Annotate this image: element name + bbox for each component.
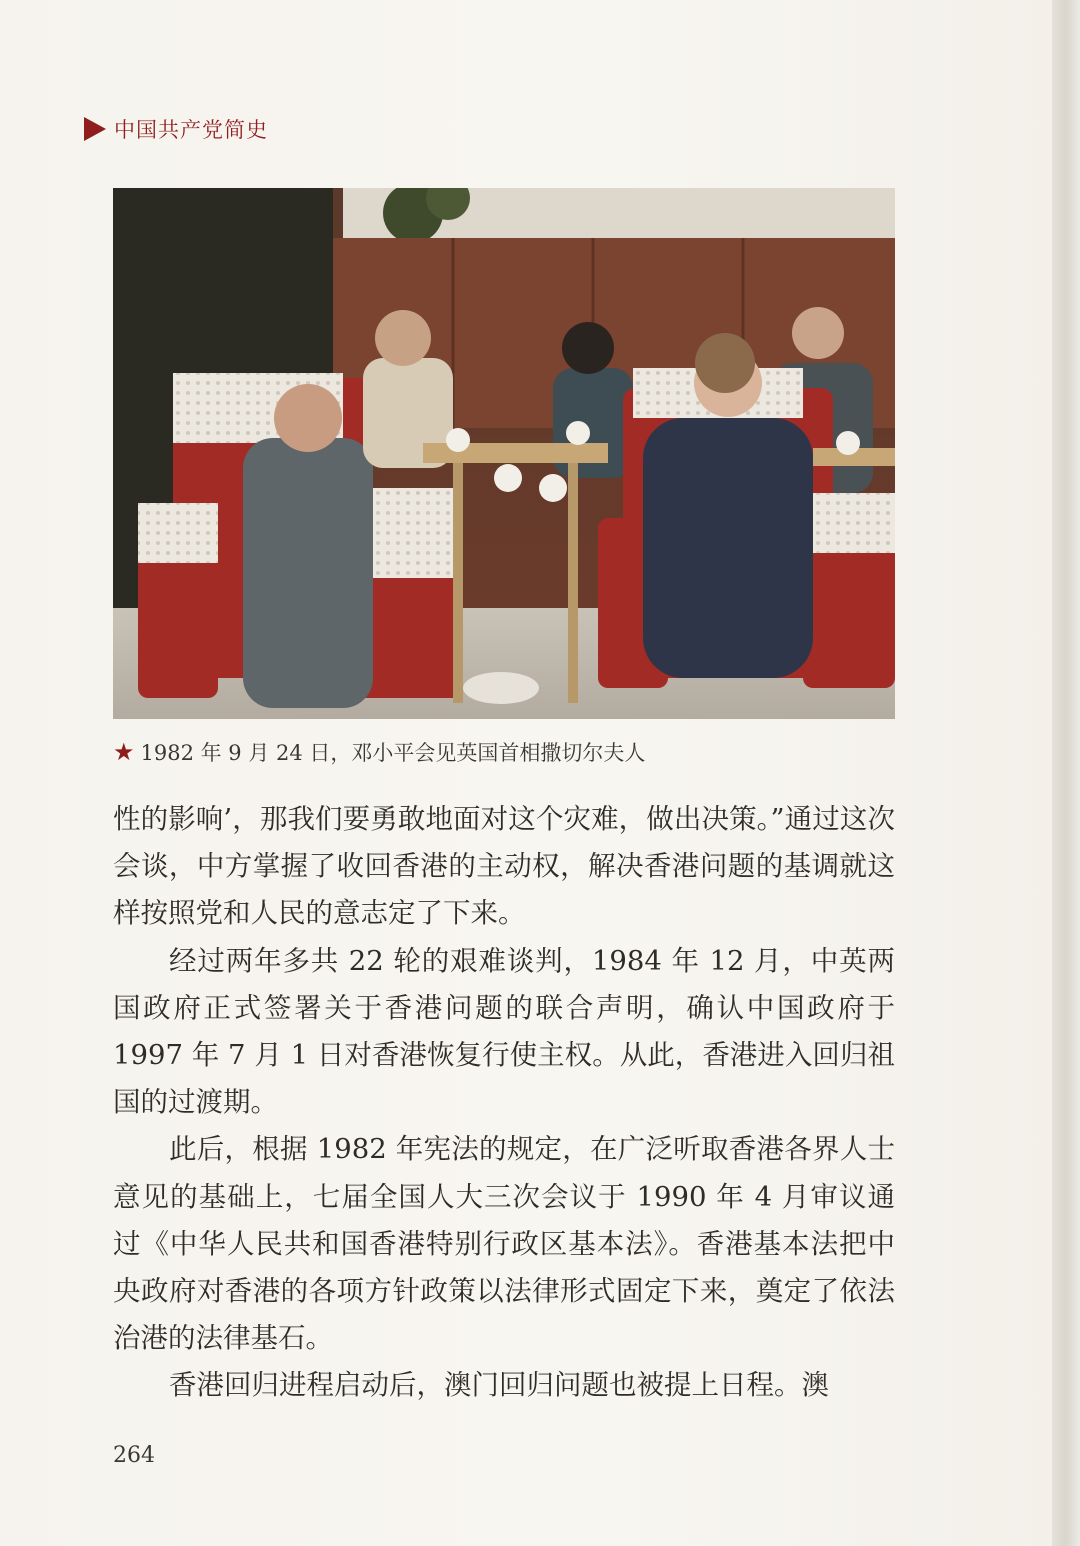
- page-number: 264: [113, 1443, 155, 1468]
- triangle-marker-icon: [84, 117, 106, 141]
- paragraph-4: 香港回归进程启动后，澳门回归问题也被提上日程。澳: [169, 1369, 829, 1402]
- paragraph-1: 性的影响’，那我们要勇敢地面对这个灾难，做出决策。”通过这次会谈，中方掌握了收回香港的主动权，解决香港问题的基调就这样按照党和人民的意志定了下来。: [113, 803, 895, 930]
- historical-meeting-photo: [113, 188, 895, 719]
- paragraph-3: 此后，根据 1982 年宪法的规定，在广泛听取香港各界人士意见的基础上，七届全国人大三次会议于 1990 年 4 月审议通过《中华人民共和国香港特别行政区基本法》。香港基本法把中央政府对香港的各项方针政策以法律形式固定下来，奠定了依法治港的法律基石。: [113, 1133, 895, 1355]
- star-icon: ★: [113, 738, 135, 766]
- paragraph-2: 经过两年多共 22 轮的艰难谈判，1984 年 12 月，中英两国政府正式签署关于香港问题的联合声明，确认中国政府于 1997 年 7 月 1 日对香港恢复行使主权。从此，香港进入回归祖国的过渡期。: [113, 944, 895, 1119]
- page-edge-shadow: [1052, 0, 1080, 1546]
- caption-text: 1982 年 9 月 24 日，邓小平会见英国首相撒切尔夫人: [140, 741, 646, 765]
- body-text: [113, 796, 895, 1410]
- book-title: 中国共产党简史: [114, 118, 268, 142]
- photo-caption: [113, 737, 645, 767]
- running-head: [84, 112, 268, 146]
